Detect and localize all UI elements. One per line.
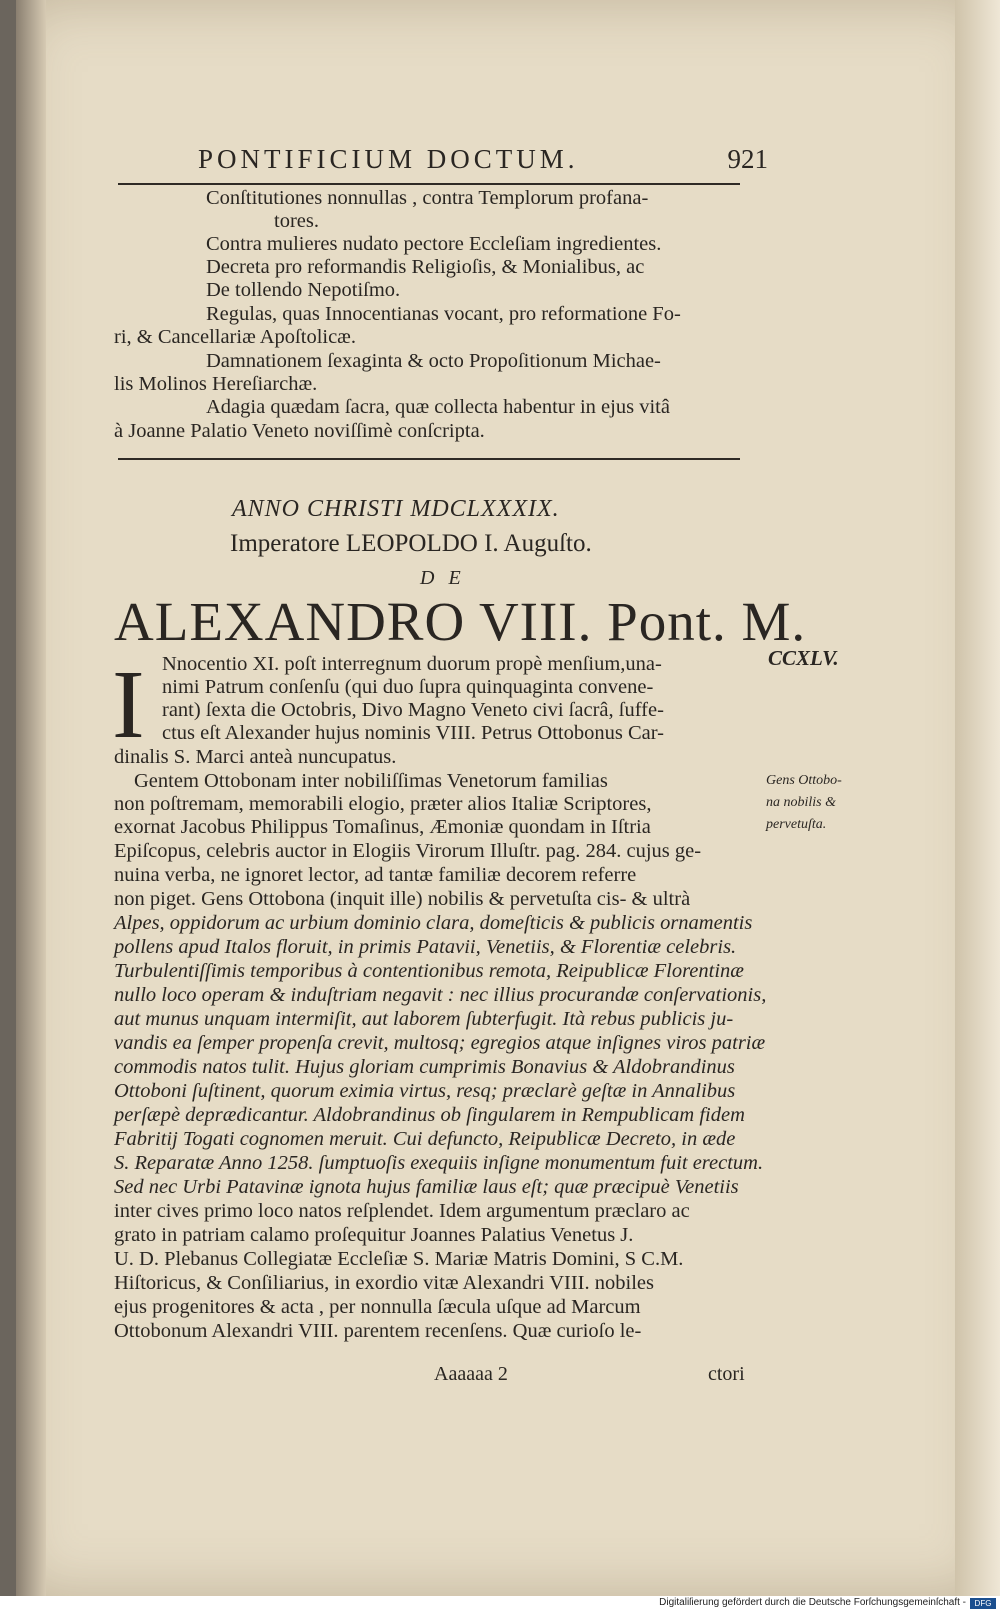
body-line: S. Reparatæ Anno 1258. ſumptuoſis exequiis inſigne monumentum fuit erectum. [114, 1152, 764, 1174]
de-heading: DE [420, 567, 475, 589]
dfg-logo: DFG [970, 1598, 996, 1609]
list-line: à Joanne Palatio Veneto noviſſimè conſcripta. [114, 420, 485, 442]
list-line: tores. [274, 210, 319, 232]
body-line: Turbulentiſſimis temporibus à contentionibus remota, Reipublicæ Florentinæ [114, 960, 744, 982]
body-line: aut munus unquam intermiſit, aut laborem ſubterfugit. Ità rebus publicis ju- [114, 1008, 734, 1030]
body-line: Nnocentio XI. poſt interregnum duorum propè menſium,una- [162, 653, 662, 675]
page-edge [955, 0, 1000, 1596]
body-line: ejus progenitores & acta , per nonnulla ſæcula uſque ad Marcum [114, 1296, 641, 1318]
body-line: inter cives primo loco natos reſplendet. Idem argumentum præclaro ac [114, 1200, 690, 1222]
body-line: Epiſcopus, celebris auctor in Elogiis Virorum Illuſtr. pag. 284. cujus ge- [114, 840, 702, 862]
list-line: Conſtitutiones nonnullas , contra Templorum profana- [206, 187, 649, 209]
body-line: nimi Patrum conſenſu (qui duo ſupra quinquaginta convene- [162, 676, 654, 698]
body-line: Alpes, oppidorum ac urbium dominio clara, domeſticis & publicis ornamentis [114, 912, 753, 934]
list-line: Decreta pro reformandis Religioſis, & Monialibus, ac [206, 256, 645, 278]
list-line: Damnationem ſexaginta & octo Propoſitionum Michae- [206, 350, 661, 372]
page-header [198, 140, 768, 180]
body-line: Gentem Ottobonam inter nobiliſſimas Venetorum familias [134, 770, 608, 792]
body-line: U. D. Plebanus Collegiatæ Eccleſiæ S. Mariæ Matris Domini, S C.M. [114, 1248, 684, 1270]
body-line: pollens apud Italos floruit, in primis Patavii, Venetiis, & Florentiæ celebris. [114, 936, 737, 958]
catchword: ctori [708, 1363, 745, 1385]
marginal-note-line: pervetuſta. [766, 817, 827, 832]
body-line: Ottobonum Alexandri VIII. parentem recenſens. Quæ curioſo le- [114, 1320, 642, 1342]
list-line: Contra mulieres nudato pectore Eccleſiam ingredientes. [206, 233, 662, 255]
body-line: nullo loco operam & induſtriam negavit : nec illius procurandæ conſervationis, [114, 984, 767, 1006]
header-rule [118, 183, 740, 185]
body-line: ctus eſt Alexander hujus nominis VIII. Petrus Ottobonus Car- [162, 722, 664, 744]
body-line: Hiſtoricus, & Conſiliarius, in exordio vitæ Alexandri VIII. nobiles [114, 1272, 654, 1294]
list-line: Adagia quædam ſacra, quæ collecta habentur in ejus vitâ [206, 396, 670, 418]
body-line: commodis natos tulit. Hujus gloriam cumprimis Bonavius & Aldobrandinus [114, 1056, 735, 1078]
section-title: ALEXANDRO VIII. Pont. M. [114, 591, 807, 652]
marginal-note-line: na nobilis & [766, 795, 837, 810]
list-line: lis Molinos Hereſiarchæ. [114, 373, 318, 395]
body-line: grato in patriam calamo proſequitur Joannes Palatius Venetus J. [114, 1224, 634, 1246]
list-line: De tollendo Nepotiſmo. [206, 279, 401, 301]
footer-credit: Digitaliſierung gefördert durch die Deutsche Forſchungsgemeinſchaft - [659, 1597, 966, 1608]
running-title: PONTIFICIUM DOCTUM. [198, 144, 579, 174]
marginal-note-line: Gens Ottobo- [766, 773, 842, 788]
body-line: Sed nec Urbi Patavinæ ignota hujus familiæ laus eſt; quæ præcipuè Venetiis [114, 1176, 739, 1198]
signature-mark: Aaaaaa 2 [434, 1363, 508, 1385]
digitization-footer [0, 1596, 1000, 1612]
section-rule [118, 458, 740, 460]
body-line: Ottoboni ſuſtinent, quorum eximia virtus, resq; præclarè geſtæ in Annalibus [114, 1080, 736, 1102]
body-line: non piget. Gens Ottobona (inquit ille) nobilis & pervetuſta cis- & ultrà [114, 888, 691, 910]
body-line: dinalis S. Marci anteà nuncupatus. [114, 746, 397, 768]
section-number: CCXLV. [768, 646, 839, 670]
body-line: vandis ea ſemper propenſa crevit, multosq; egregios atque inſignes viros patriæ [114, 1032, 766, 1054]
list-line: ri, & Cancellariæ Apoſtolicæ. [114, 326, 356, 348]
body-line: non poſtremam, memorabili elogio, præter alios Italiæ Scriptores, [114, 793, 652, 815]
body-line: rant) ſexta die Octobris, Divo Magno Veneto civi ſacrâ, ſuffe- [162, 699, 664, 721]
list-line: Regulas, quas Innocentianas vocant, pro reformatione Fo- [206, 303, 681, 325]
emperor-line: Imperatore LEOPOLDO I. Auguſto. [230, 530, 592, 557]
body-line: exornat Jacobus Philippus Tomaſinus, Æmoniæ quondam in Iſtria [114, 816, 651, 838]
page-number: 921 [727, 144, 768, 174]
book-gutter [16, 0, 46, 1596]
anno-heading: ANNO CHRISTI MDCLXXXIX. [232, 496, 560, 522]
drop-cap: I [112, 651, 145, 759]
body-line: perſæpè deprædicantur. Aldobrandinus ob ſingularem in Rempublicam fidem [114, 1104, 745, 1126]
body-line: Fabritij Togati cognomen meruit. Cui defuncto, Reipublicæ Decreto, in æde [114, 1128, 736, 1150]
body-line: nuina verba, ne ignoret lector, ad tantæ familiæ decorem referre [114, 864, 637, 886]
